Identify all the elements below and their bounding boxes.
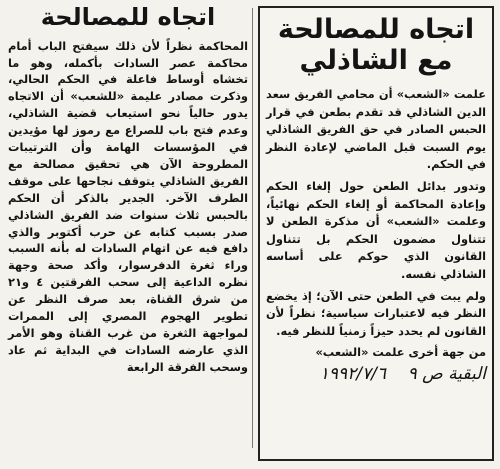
left-article-headline: اتجاه للمصالحة [40,3,216,31]
continued-on-page: البقية ص ٩ [407,364,486,384]
right-article [258,6,494,461]
right-article-headline-line2: مع الشاذلي [299,45,453,77]
right-article-paragraph: وتدور بدائل الطعن حول إلغاء الحكم وإعادة المحاكمة أو إلغاء الحكم نهائياً، وعلمت «الشعب» أن مذكرة الطعن لا تتناول مضمون الحكم بل تتناول القانون الذي حوكم على أساسه الشاذلي نفسه. [266,179,486,282]
footer-line [266,364,486,384]
right-article-headline-line1: اتجاه للمصالحة [277,14,475,45]
handwritten-date: ١٩٩٢/٧/٦ [319,364,386,384]
left-article-body: المحاكمة نظراً لأن ذلك سيفتح الباب أمام محاكمة عصر السادات بأكمله، وهو ما تخشاه أوساط فاعلة في الحكم الحالي، وذكرت مصادر عليمة «للشعب» أن الاتجاه يدور حالياً نحو استيعاب قضية الشاذلي، وعدم فتح باب للصراع مع رموز لها مؤيدين في المؤسسات الهامة وأن الترتيبات المطروحة الآن هي تحقيق مصالحة مع الفريق الشاذلي يتوقف نجاحها على موقف الطرف الآخر. الجدير بالذكر أن الحكم بالحبس ثلاث سنوات ضد الفريق الشاذلي صدر بسبب كتابه عن حرب أكتوبر والذي دافع فيه عن اتهام السادات له بأنه السبب وراء ثغرة الدفرسوار، وأكد صحة وجهة نظره الداعية إلى سحب الفرقتين ٤ و٢١ من شرق القناة، بعد صرف النظر عن تطوير الهجوم المصري إلى الممرات لمواجهة الثغرة من غرب القناة وهو الأمر الذي عارضه السادات في البداية ثم عاد وسحب الفرقة الرابعة [8,38,249,374]
column-divider [252,8,253,448]
right-article-paragraph: علمت «الشعب» أن محامي الفريق سعد الدين الشاذلي قد تقدم بطعن في قرار الحبس الصادر في حق الفريق الشاذلي يوم السبت قبل الماضي لإعادة النظر في الحكم. [266,87,486,172]
right-article-paragraph: ولم يبت في الطعن حتى الآن؛ إذ يخضع النظر فيه لاعتبارات سياسية؛ نظراً لأن القانون لم يحدد حيزاً زمنياً للنظر فيه. [266,288,486,338]
right-article-paragraph: من جهة أخرى علمت «الشعب» [315,345,486,360]
right-article-body [266,86,486,362]
left-article [8,4,248,376]
